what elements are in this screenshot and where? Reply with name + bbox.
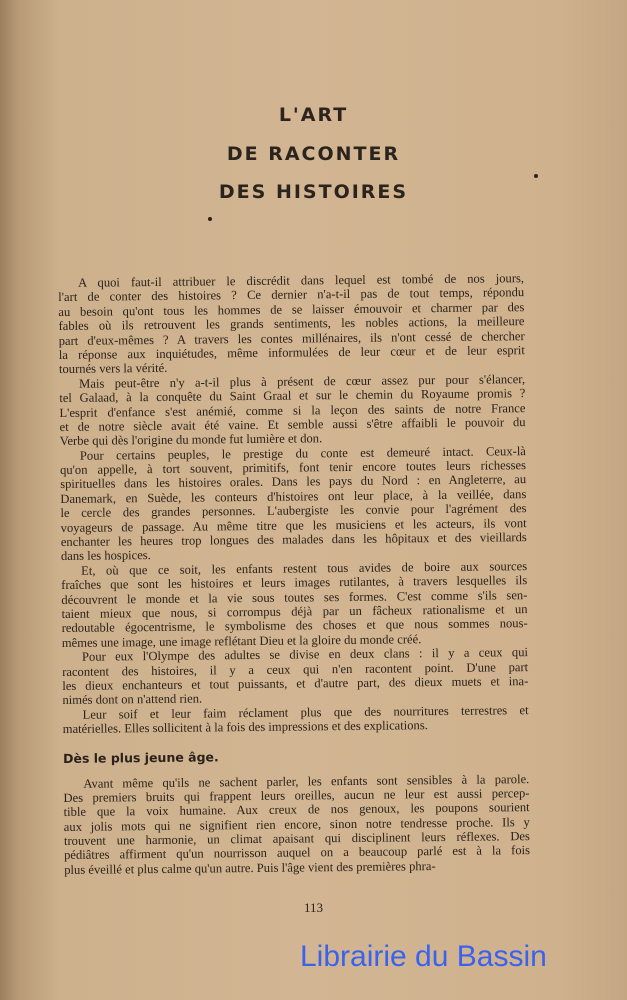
watermark: Librairie du Bassin bbox=[300, 940, 547, 973]
main-text bbox=[58, 271, 529, 736]
paragraph bbox=[58, 271, 525, 377]
text-line: fraîches que sont les histoires et leurs images rutilantes, à travers lesquelles ils bbox=[61, 573, 528, 593]
title-line-1: L'ART bbox=[278, 104, 349, 126]
text-line: L'esprit d'enfance s'est anémié, comme si la leçon des saints de notre France bbox=[59, 400, 526, 420]
text-line: Leur soif et leur faim réclament plus que des nourritures terrestres et bbox=[82, 702, 529, 722]
text-line: l'art de conter des histoires ? Ce dernier n'a-t-il pas de tout temps, répondu bbox=[58, 285, 525, 305]
text-line: et de notre siècle avait été vaine. Et semble aussi s'être affaibli le pouvoir du bbox=[59, 415, 526, 434]
text-line: racontent des histoires, il y a ceux qui n'en racontent point. D'une part bbox=[62, 659, 529, 679]
text-line: Danemark, en Suède, les conteurs d'histoires ont leur place, à la veillée, dans bbox=[60, 486, 527, 506]
text-line: part d'eux-mêmes ? A travers les contes millénaires, ils n'ont cessé de chercher bbox=[58, 328, 525, 348]
text-line: nimés dont on n'attend rien. bbox=[62, 691, 203, 708]
text-line: matérielles. Elles sollicitent à la fois des impressions et des explications. bbox=[62, 718, 428, 737]
page-number: 113 bbox=[303, 900, 324, 915]
text-line: Verbe qui dès l'origine du monde fut lumière et don. bbox=[59, 431, 323, 449]
text-line: tible que la voix humaine. Aux creux de nos genoux, les poupons sourient bbox=[63, 800, 530, 820]
paragraph bbox=[59, 372, 526, 449]
text-line: redoutable égocentrisme, le symbolisme des choses et que nous sommes nous- bbox=[61, 616, 528, 636]
text-line: Et, où que ce soit, les enfants restent tous avides de boire aux sources bbox=[81, 558, 528, 578]
text-line: taient mieux que nous, si corrompus déjà par un fâcheux rationalisme et un bbox=[61, 602, 528, 621]
text-line: pédiâtres affirment qu'un nourrisson auquel on a beaucoup parlé est à la fois bbox=[63, 843, 531, 863]
title-line-2: DE RACONTER bbox=[226, 143, 401, 165]
text-line: spirituelles dans les histoires orales. Dans les pays du Nord : en Angleterre, au bbox=[60, 472, 527, 492]
text-line: au besoin qu'ont tous les hommes de se laisser émouvoir et charmer par des bbox=[58, 299, 525, 319]
text-line: la réponse aux inquiétudes, même informulées de leur cœur et de leur esprit bbox=[58, 343, 525, 362]
text-line: mêmes une image, une image reflétant Dieu et la gloire du monde créé. bbox=[61, 631, 422, 650]
text-line: voyageurs de passage. Au même titre que les musiciens et les acteurs, ils vont bbox=[60, 515, 527, 535]
paragraph bbox=[62, 645, 529, 707]
text-line: tel Galaad, à la conquête du Saint Graal et sur le chemin du Royaume promis ? bbox=[59, 386, 526, 406]
text-line: le cercle des grandes personnes. L'aubergiste les convie pour l'agrément des bbox=[60, 501, 527, 521]
text-line: Pour eux l'Olympe des adultes se divise en deux clans : il y a ceux qui bbox=[81, 645, 529, 664]
text-line: trouvent une harmonie, un climat apaisant qui disciplinent leurs réflexes. Des bbox=[63, 829, 530, 849]
text-line: tournés vers la vérité. bbox=[58, 361, 168, 377]
text-line: enchanter les heures trop longues des malades dans les hôpitaux et des vieillards bbox=[60, 530, 527, 550]
text-line: Avant même qu'ils ne sachent parler, les enfants sont sensibles à la parole. bbox=[83, 771, 530, 791]
paragraph bbox=[60, 444, 527, 564]
text-line: découvrent le monde et la vie sous toutes ses formes. C'est comme s'ils sen- bbox=[61, 587, 528, 607]
text-line: plus éveillé et plus calme qu'un autre. Puis l'âge vient des premières phra- bbox=[64, 858, 436, 877]
section-heading: Dès le plus jeune âge. bbox=[62, 748, 219, 766]
text-line: Mais peut-être n'y a-t-il plus à présent de cœur assez pur pour s'élancer, bbox=[79, 371, 526, 391]
text-line: qu'on appelle, à tort souvent, primitifs, font tenir encore toutes leurs richesses bbox=[59, 458, 527, 478]
text-line: fables où ils retrouvent les grands sentiments, les nobles actions, la meilleure bbox=[58, 314, 525, 334]
title-line-3: DES HISTOIRES bbox=[218, 181, 409, 203]
text-line: dans les hospices. bbox=[60, 548, 151, 564]
section-text bbox=[63, 772, 530, 878]
text-line: les dieux enchanteurs et tout puissants, et d'autre part, des dieux muets et ina- bbox=[62, 674, 529, 693]
ink-speck bbox=[534, 174, 538, 178]
text-line: Des premiers bruits qui frappent leurs oreilles, aucun ne leur est aussi percep- bbox=[63, 785, 530, 805]
page-body bbox=[58, 271, 530, 877]
text-line: Pour certains peuples, le prestige du conte est demeuré intact. Ceux-là bbox=[79, 443, 526, 463]
text-line: aux jolis mots qui ne signifient rien encore, sinon notre tendresse proche. Ils y bbox=[63, 814, 530, 834]
paragraph bbox=[63, 703, 529, 737]
text-line: A quoi faut-il attribuer le discrédit dans lequel est tombé de nos jours, bbox=[77, 271, 525, 290]
paragraph bbox=[61, 559, 528, 650]
paragraph bbox=[63, 772, 530, 878]
ornament-dot bbox=[208, 217, 212, 221]
